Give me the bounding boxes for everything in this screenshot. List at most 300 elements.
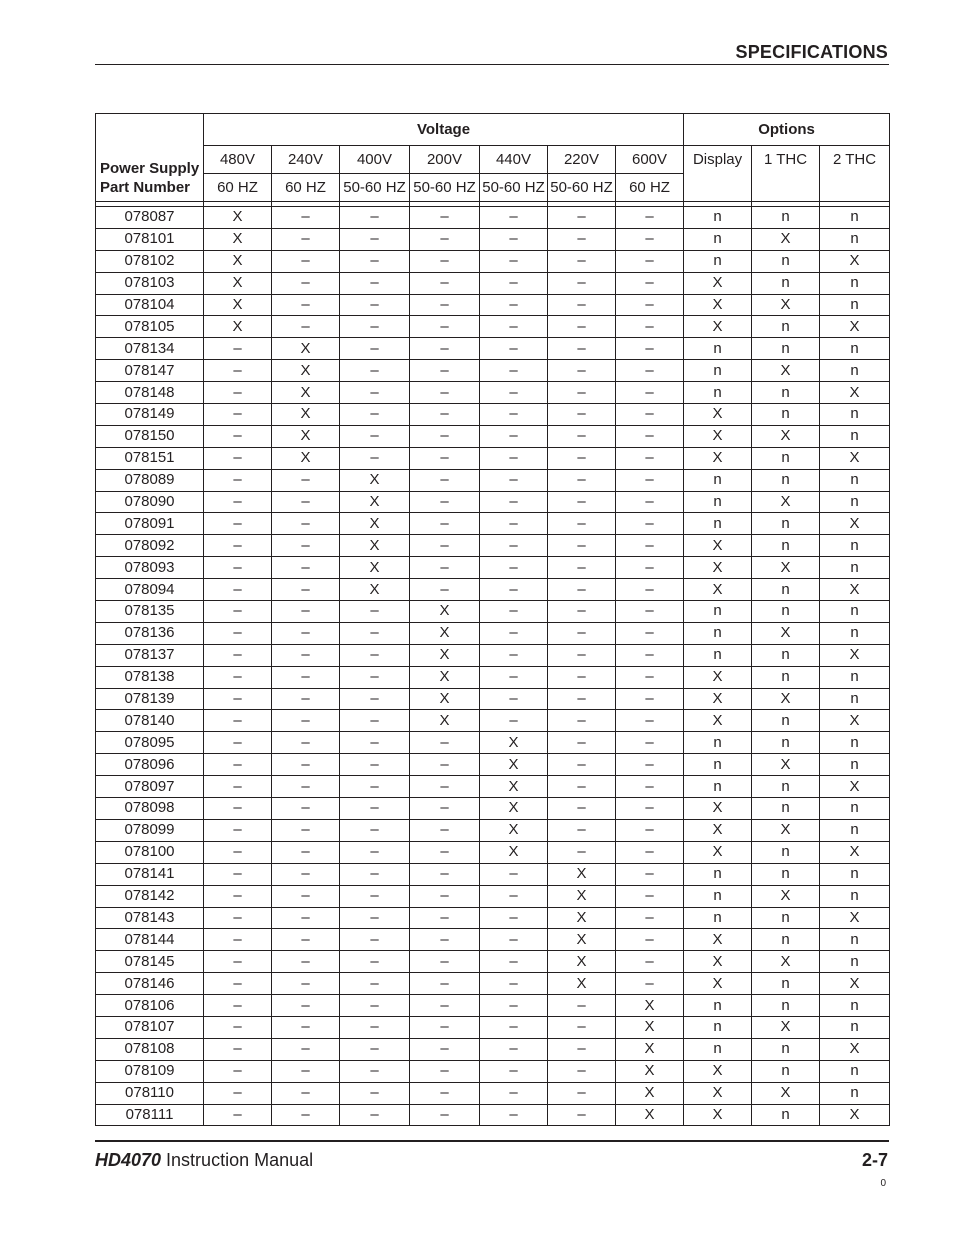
voltage-cell: – xyxy=(340,863,410,885)
voltage-cell: X xyxy=(340,469,410,491)
voltage-cell: – xyxy=(616,688,684,710)
option-cell: n xyxy=(752,601,820,623)
voltage-cell: – xyxy=(340,360,410,382)
voltage-cell: – xyxy=(616,666,684,688)
option-cell: X xyxy=(684,798,752,820)
table-row xyxy=(96,1104,890,1126)
option-cell: X xyxy=(684,447,752,469)
voltage-cell: – xyxy=(272,819,340,841)
table-row xyxy=(96,885,890,907)
option-cell: n xyxy=(820,272,890,294)
voltage-cell: X xyxy=(272,404,340,426)
option-cell: n xyxy=(820,863,890,885)
voltage-cell: – xyxy=(616,250,684,272)
option-cell: n xyxy=(820,535,890,557)
part-number-cell: 078110 xyxy=(96,1082,204,1104)
voltage-cell: – xyxy=(616,338,684,360)
voltage-header: 440V xyxy=(480,146,548,174)
option-header-2thc xyxy=(820,146,890,202)
voltage-cell: – xyxy=(410,404,480,426)
option-cell: n xyxy=(820,951,890,973)
voltage-cell: – xyxy=(272,929,340,951)
option-header-label: Display xyxy=(692,151,743,168)
option-cell: n xyxy=(820,1016,890,1038)
voltage-cell: – xyxy=(410,316,480,338)
frequency-header: 50-60 HZ xyxy=(548,174,616,202)
table-row xyxy=(96,841,890,863)
voltage-cell: – xyxy=(410,360,480,382)
voltage-cell: X xyxy=(616,1060,684,1082)
voltage-cell: – xyxy=(410,272,480,294)
page-section-title: SPECIFICATIONS xyxy=(735,42,888,62)
options-group-header: Options xyxy=(684,114,890,146)
footer-manual-label: Instruction Manual xyxy=(161,1150,314,1170)
option-cell: X xyxy=(820,644,890,666)
voltage-cell: X xyxy=(480,776,548,798)
option-cell: X xyxy=(752,294,820,316)
option-cell: n xyxy=(684,863,752,885)
voltage-cell: – xyxy=(548,622,616,644)
voltage-cell: X xyxy=(204,272,272,294)
table-row xyxy=(96,995,890,1017)
voltage-cell: X xyxy=(616,1082,684,1104)
voltage-cell: – xyxy=(410,1060,480,1082)
part-number-cell: 078102 xyxy=(96,250,204,272)
voltage-cell: X xyxy=(204,250,272,272)
part-number-cell: 078146 xyxy=(96,973,204,995)
voltage-cell: – xyxy=(204,929,272,951)
part-number-cell: 078150 xyxy=(96,425,204,447)
option-cell: n xyxy=(820,1060,890,1082)
option-cell: X xyxy=(820,250,890,272)
voltage-cell: – xyxy=(272,666,340,688)
voltage-cell: – xyxy=(480,469,548,491)
option-cell: X xyxy=(684,425,752,447)
frequency-header: 60 HZ xyxy=(616,174,684,202)
option-cell: n xyxy=(684,228,752,250)
voltage-cell: – xyxy=(548,491,616,513)
voltage-cell: – xyxy=(410,447,480,469)
table-row xyxy=(96,579,890,601)
option-cell: X xyxy=(820,776,890,798)
voltage-cell: – xyxy=(548,425,616,447)
option-cell: X xyxy=(752,1082,820,1104)
voltage-cell: – xyxy=(548,710,616,732)
option-cell: n xyxy=(820,207,890,229)
option-cell: X xyxy=(820,841,890,863)
voltage-cell: – xyxy=(272,798,340,820)
voltage-cell: – xyxy=(480,688,548,710)
option-cell: n xyxy=(752,404,820,426)
voltage-cell: – xyxy=(548,360,616,382)
voltage-cell: – xyxy=(480,885,548,907)
voltage-cell: – xyxy=(204,579,272,601)
table-row xyxy=(96,469,890,491)
voltage-cell: – xyxy=(340,841,410,863)
voltage-cell: – xyxy=(340,995,410,1017)
table-row xyxy=(96,863,890,885)
voltage-cell: – xyxy=(340,732,410,754)
table-row xyxy=(96,710,890,732)
voltage-cell: – xyxy=(272,1060,340,1082)
voltage-cell: – xyxy=(410,907,480,929)
voltage-cell: – xyxy=(548,732,616,754)
part-number-cell: 078134 xyxy=(96,338,204,360)
voltage-cell: – xyxy=(410,929,480,951)
option-cell: n xyxy=(752,1060,820,1082)
voltage-cell: – xyxy=(272,688,340,710)
option-cell: X xyxy=(684,819,752,841)
option-cell: n xyxy=(752,1038,820,1060)
voltage-cell: X xyxy=(548,973,616,995)
voltage-cell: – xyxy=(340,272,410,294)
option-cell: X xyxy=(684,535,752,557)
voltage-header: 400V xyxy=(340,146,410,174)
option-cell: n xyxy=(752,995,820,1017)
voltage-cell: – xyxy=(616,272,684,294)
voltage-cell: – xyxy=(204,688,272,710)
voltage-cell: – xyxy=(480,951,548,973)
voltage-header: 240V xyxy=(272,146,340,174)
voltage-cell: – xyxy=(272,272,340,294)
option-cell: X xyxy=(684,404,752,426)
voltage-cell: – xyxy=(410,294,480,316)
voltage-cell: – xyxy=(548,1016,616,1038)
option-cell: n xyxy=(820,425,890,447)
table-row xyxy=(96,644,890,666)
voltage-cell: – xyxy=(340,798,410,820)
voltage-cell: – xyxy=(272,644,340,666)
voltage-cell: X xyxy=(204,207,272,229)
voltage-cell: X xyxy=(410,688,480,710)
voltage-cell: – xyxy=(204,382,272,404)
voltage-cell: X xyxy=(548,863,616,885)
option-cell: X xyxy=(820,1038,890,1060)
frequency-header: 50-60 HZ xyxy=(340,174,410,202)
option-cell: n xyxy=(752,1104,820,1126)
voltage-cell: X xyxy=(480,732,548,754)
frequency-header: 60 HZ xyxy=(204,174,272,202)
option-cell: n xyxy=(752,929,820,951)
voltage-cell: – xyxy=(548,666,616,688)
option-cell: n xyxy=(752,579,820,601)
voltage-cell: – xyxy=(340,1082,410,1104)
voltage-cell: – xyxy=(480,1082,548,1104)
part-number-cell: 078145 xyxy=(96,951,204,973)
table-row xyxy=(96,404,890,426)
corner-cell xyxy=(96,114,204,146)
voltage-cell: X xyxy=(272,338,340,360)
option-cell: X xyxy=(752,951,820,973)
voltage-cell: – xyxy=(616,710,684,732)
voltage-cell: – xyxy=(340,710,410,732)
voltage-cell: – xyxy=(410,951,480,973)
table-row xyxy=(96,250,890,272)
voltage-cell: – xyxy=(548,382,616,404)
voltage-cell: – xyxy=(204,513,272,535)
option-cell: X xyxy=(752,754,820,776)
option-cell: n xyxy=(820,557,890,579)
voltage-cell: – xyxy=(480,535,548,557)
option-cell: n xyxy=(684,732,752,754)
voltage-cell: – xyxy=(272,513,340,535)
voltage-cell: – xyxy=(410,535,480,557)
voltage-cell: – xyxy=(340,382,410,404)
option-cell: n xyxy=(684,622,752,644)
voltage-cell: – xyxy=(410,819,480,841)
voltage-cell: – xyxy=(340,601,410,623)
voltage-cell: – xyxy=(204,863,272,885)
voltage-cell: – xyxy=(204,1104,272,1126)
voltage-cell: X xyxy=(480,798,548,820)
voltage-cell: – xyxy=(410,469,480,491)
frequency-header: 50-60 HZ xyxy=(410,174,480,202)
voltage-cell: – xyxy=(204,907,272,929)
table-row xyxy=(96,732,890,754)
part-number-cell: 078137 xyxy=(96,644,204,666)
voltage-cell: – xyxy=(410,382,480,404)
voltage-cell: – xyxy=(616,228,684,250)
voltage-cell: – xyxy=(272,907,340,929)
part-number-cell: 078140 xyxy=(96,710,204,732)
table-row xyxy=(96,951,890,973)
voltage-cell: – xyxy=(548,294,616,316)
option-cell: n xyxy=(752,535,820,557)
option-cell: n xyxy=(684,338,752,360)
voltage-cell: – xyxy=(204,885,272,907)
part-number-cell: 078151 xyxy=(96,447,204,469)
voltage-cell: – xyxy=(340,776,410,798)
voltage-cell: – xyxy=(548,579,616,601)
voltage-cell: – xyxy=(410,863,480,885)
voltage-cell: – xyxy=(272,710,340,732)
voltage-cell: – xyxy=(410,425,480,447)
voltage-cell: – xyxy=(340,1038,410,1060)
part-number-cell: 078099 xyxy=(96,819,204,841)
table-row xyxy=(96,819,890,841)
option-cell: n xyxy=(752,798,820,820)
table-row xyxy=(96,491,890,513)
option-cell: X xyxy=(820,382,890,404)
voltage-group-header: Voltage xyxy=(204,114,684,146)
voltage-cell: – xyxy=(410,491,480,513)
voltage-cell: – xyxy=(548,338,616,360)
voltage-cell: X xyxy=(410,601,480,623)
table-row xyxy=(96,207,890,229)
table-row xyxy=(96,973,890,995)
voltage-cell: – xyxy=(272,316,340,338)
voltage-cell: – xyxy=(548,798,616,820)
voltage-cell: X xyxy=(272,425,340,447)
table-row xyxy=(96,360,890,382)
voltage-cell: X xyxy=(616,995,684,1017)
voltage-cell: – xyxy=(410,579,480,601)
voltage-cell: – xyxy=(548,819,616,841)
voltage-cell: – xyxy=(272,1082,340,1104)
option-cell: X xyxy=(684,579,752,601)
option-cell: n xyxy=(684,360,752,382)
part-number-cell: 078148 xyxy=(96,382,204,404)
voltage-cell: – xyxy=(616,360,684,382)
option-cell: X xyxy=(820,513,890,535)
voltage-cell: – xyxy=(548,535,616,557)
voltage-cell: – xyxy=(204,995,272,1017)
option-cell: X xyxy=(752,688,820,710)
option-cell: n xyxy=(820,491,890,513)
voltage-cell: – xyxy=(548,644,616,666)
voltage-cell: – xyxy=(480,228,548,250)
option-cell: n xyxy=(684,601,752,623)
voltage-cell: – xyxy=(548,272,616,294)
option-cell: n xyxy=(752,207,820,229)
option-cell: n xyxy=(820,294,890,316)
option-cell: n xyxy=(684,754,752,776)
voltage-cell: – xyxy=(204,338,272,360)
option-cell: X xyxy=(820,1104,890,1126)
voltage-cell: – xyxy=(616,929,684,951)
voltage-cell: – xyxy=(616,294,684,316)
voltage-cell: – xyxy=(204,841,272,863)
voltage-cell: – xyxy=(272,557,340,579)
voltage-cell: – xyxy=(204,710,272,732)
voltage-cell: – xyxy=(340,404,410,426)
option-cell: n xyxy=(820,995,890,1017)
voltage-cell: – xyxy=(340,207,410,229)
part-number-header xyxy=(96,146,204,202)
option-cell: n xyxy=(684,1016,752,1038)
part-number-cell: 078087 xyxy=(96,207,204,229)
voltage-cell: – xyxy=(204,360,272,382)
voltage-cell: – xyxy=(410,207,480,229)
voltage-cell: X xyxy=(272,360,340,382)
voltage-cell: – xyxy=(340,907,410,929)
voltage-cell: – xyxy=(410,513,480,535)
option-cell: n xyxy=(752,338,820,360)
voltage-cell: – xyxy=(616,973,684,995)
option-cell: n xyxy=(684,644,752,666)
voltage-cell: – xyxy=(340,1060,410,1082)
voltage-cell: – xyxy=(272,776,340,798)
voltage-cell: – xyxy=(616,841,684,863)
voltage-cell: – xyxy=(272,579,340,601)
voltage-cell: X xyxy=(340,491,410,513)
voltage-cell: – xyxy=(480,1104,548,1126)
voltage-cell: – xyxy=(616,907,684,929)
voltage-cell: X xyxy=(616,1104,684,1126)
voltage-cell: – xyxy=(410,754,480,776)
voltage-cell: – xyxy=(410,732,480,754)
voltage-cell: – xyxy=(616,819,684,841)
option-cell: n xyxy=(752,447,820,469)
option-cell: n xyxy=(820,228,890,250)
option-cell: n xyxy=(752,841,820,863)
option-cell: n xyxy=(820,360,890,382)
part-number-cell: 078143 xyxy=(96,907,204,929)
spec-table-body xyxy=(96,207,890,1126)
part-number-cell: 078111 xyxy=(96,1104,204,1126)
voltage-cell: – xyxy=(340,1104,410,1126)
option-cell: X xyxy=(752,622,820,644)
voltage-cell: – xyxy=(480,710,548,732)
voltage-cell: – xyxy=(480,907,548,929)
part-number-cell: 078103 xyxy=(96,272,204,294)
voltage-cell: X xyxy=(204,294,272,316)
option-cell: X xyxy=(684,973,752,995)
voltage-cell: – xyxy=(548,841,616,863)
voltage-cell: X xyxy=(272,382,340,404)
part-number-cell: 078105 xyxy=(96,316,204,338)
voltage-cell: – xyxy=(480,622,548,644)
voltage-cell: – xyxy=(204,644,272,666)
voltage-cell: – xyxy=(272,995,340,1017)
option-cell: X xyxy=(684,710,752,732)
voltage-cell: – xyxy=(410,1104,480,1126)
voltage-cell: – xyxy=(480,316,548,338)
voltage-cell: – xyxy=(480,929,548,951)
part-number-cell: 078098 xyxy=(96,798,204,820)
option-header-1thc xyxy=(752,146,820,202)
voltage-cell: – xyxy=(548,1038,616,1060)
part-number-cell: 078142 xyxy=(96,885,204,907)
option-header-label: 1 THC xyxy=(764,151,808,168)
voltage-cell: X xyxy=(410,644,480,666)
table-row xyxy=(96,447,890,469)
table-row xyxy=(96,1038,890,1060)
voltage-cell: – xyxy=(548,513,616,535)
part-number-cell: 078096 xyxy=(96,754,204,776)
option-cell: n xyxy=(684,207,752,229)
voltage-cell: – xyxy=(204,447,272,469)
voltage-cell: – xyxy=(410,841,480,863)
part-number-cell: 078097 xyxy=(96,776,204,798)
voltage-cell: – xyxy=(410,995,480,1017)
part-number-cell: 078139 xyxy=(96,688,204,710)
voltage-cell: – xyxy=(204,1060,272,1082)
part-number-cell: 078094 xyxy=(96,579,204,601)
voltage-cell: – xyxy=(340,951,410,973)
voltage-cell: – xyxy=(616,382,684,404)
option-cell: n xyxy=(752,513,820,535)
option-cell: X xyxy=(752,819,820,841)
table-row xyxy=(96,688,890,710)
voltage-cell: – xyxy=(410,250,480,272)
voltage-cell: – xyxy=(204,754,272,776)
voltage-cell: – xyxy=(204,601,272,623)
voltage-cell: – xyxy=(272,863,340,885)
voltage-cell: – xyxy=(616,776,684,798)
voltage-cell: – xyxy=(340,425,410,447)
table-row xyxy=(96,798,890,820)
table-row xyxy=(96,1016,890,1038)
option-cell: n xyxy=(752,863,820,885)
voltage-cell: – xyxy=(548,776,616,798)
voltage-cell: – xyxy=(272,1038,340,1060)
voltage-cell: – xyxy=(480,513,548,535)
voltage-cell: – xyxy=(340,819,410,841)
voltage-cell: – xyxy=(480,995,548,1017)
voltage-cell: – xyxy=(340,338,410,360)
option-cell: X xyxy=(820,907,890,929)
voltage-cell: – xyxy=(616,207,684,229)
voltage-cell: – xyxy=(204,819,272,841)
voltage-cell: X xyxy=(340,535,410,557)
option-cell: n xyxy=(820,732,890,754)
voltage-cell: X xyxy=(340,513,410,535)
option-cell: X xyxy=(684,557,752,579)
voltage-cell: – xyxy=(272,885,340,907)
voltage-cell: – xyxy=(204,557,272,579)
voltage-cell: X xyxy=(616,1038,684,1060)
